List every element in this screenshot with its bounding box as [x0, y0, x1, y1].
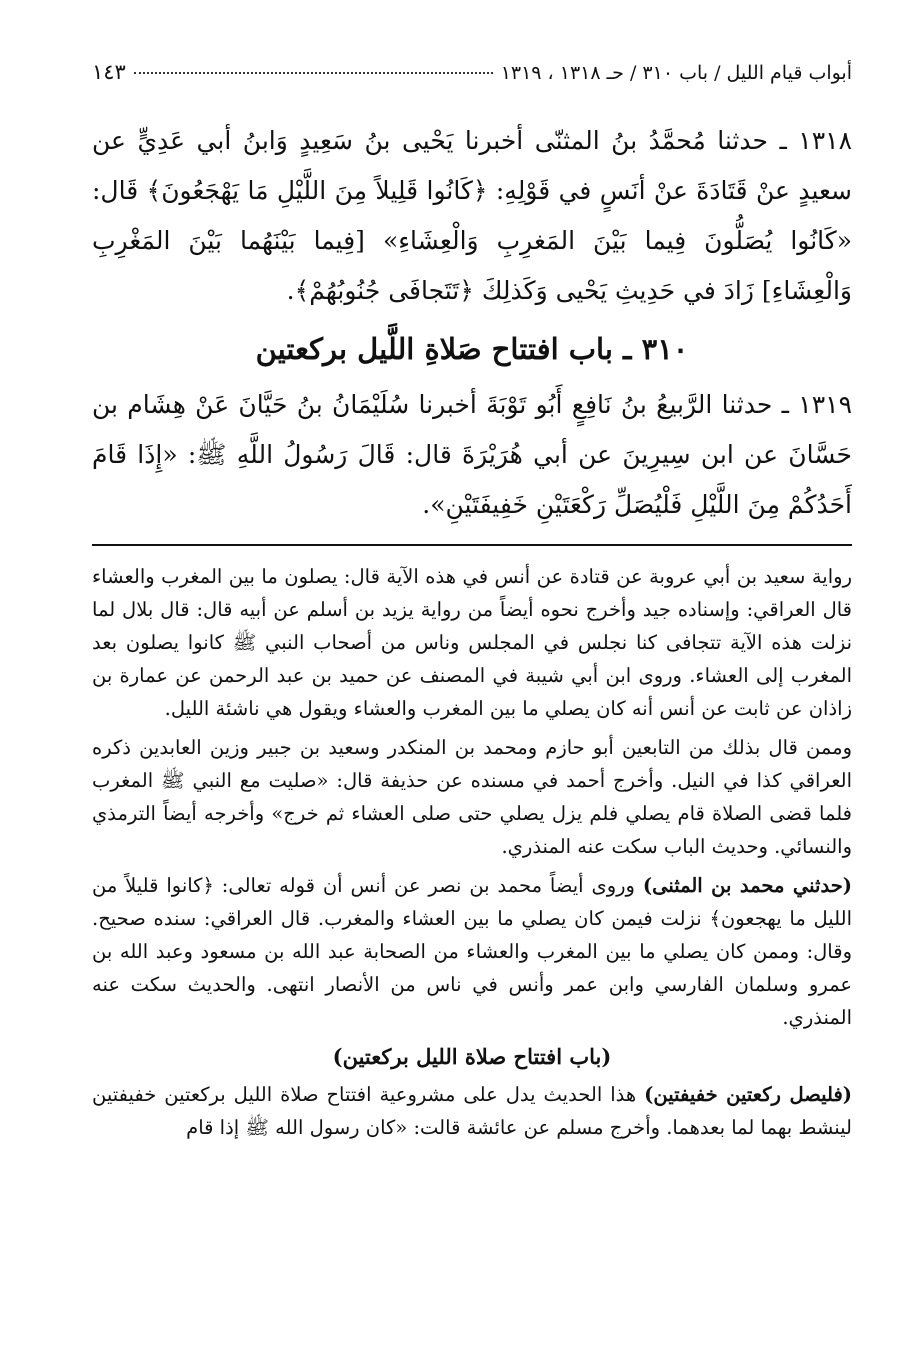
- chapter-heading: ٣١٠ ـ باب افتتاح صَلاةِ اللَّيل بركعتين: [255, 332, 689, 366]
- hadith-1318: ١٣١٨ ـ حدثنا مُحمَّدُ بنُ المثنّى أخبرنا يَحْيى بنُ سَعِيدٍ وَابنُ أبي عَدِيٍّ عن سعيدٍ عنْ قَتَادَةَ عنْ أنَسٍ في قَوْلِهِ: ﴿كَانُوا قَلِيلاً مِنَ اللَّيْلِ مَا يَهْجَعُونَ﴾ قَال: «كَانُوا يُصَلُّونَ فِيما بَيْنَ المَغرِبِ وَالْعِشَاءِ» [فِيما بَيْنَهُما بَيْنَ المَغْرِبِ وَالْعِشَاءِ] زَادَ في حَدِيثِ يَحْيى وَكَذلِكَ ﴿تَتَجافَى جُنُوبُهُمْ﴾.: [92, 126, 852, 305]
- commentary-lemma-4: (فليصل ركعتين خفيفتين): [644, 1083, 853, 1106]
- commentary-paragraph-1: رواية سعيد بن أبي عروبة عن قتادة عن أنس في هذه الآية قال: يصلون ما بين المغرب والعشاء قال العراقي: وإسناده جيد وأخرج نحوه أيضاً من رواية يزيد بن أسلم عن أبيه قال: قال بلال لما نزلت هذه الآية تتجافى كنا نجلس في المجلس وناس من أصحاب النبي ﷺ كانوا يصلون بعد المغرب إلى العشاء. وروى ابن أبي شيبة في المصنف عن حميد بن عبد الرحمن عن عمارة بن زاذان عن ثابت عن أنس أنه كان يصلي ما بين المغرب والعشاء ويقول هي ناشئة الليل.: [92, 565, 852, 720]
- commentary-text-4: هذا الحديث يدل على مشروعية افتتاح صلاة الليل بركعتين خفيفتين لينشط بهما لما بعدهما. وأخرج مسلم عن عائشة قالت: «كان رسول الله ﷺ إذا قام: [92, 1083, 852, 1139]
- book-page: [92, 60, 852, 1150]
- hadith-1319: ١٣١٩ ـ حدثنا الرَّبيعُ بنُ نَافِعٍ أَبُو تَوْبَةَ أخبرنا سُلَيْمَانُ بنُ حَيَّانَ عَنْ هِشَام بن حَسَّانَ عن ابن سِيرِينَ عن أبي هُرَيْرَةَ قال: قَالَ رَسُولُ اللَّهِ ﷺ: «إِذَا قَامَ أَحَدُكُمْ مِنَ اللَّيْلِ فَلْيُصَلِّ رَكْعَتَيْنِ خَفِيفَتَيْنِ».: [92, 390, 852, 519]
- page-number: ١٤٣: [92, 60, 126, 84]
- commentary-paragraph-2: وممن قال بذلك من التابعين أبو حازم ومحمد بن المنكدر وسعيد بن جبير وزين العابدين ذكره العراقي كذا في النيل. وأخرج أحمد في مسنده عن حذيفة قال: «صليت مع النبي ﷺ المغرب فلما قضى الصلاة قام يصلي فلم يزل يصلي حتى صلى العشاء ثم خرج» وأخرجه أيضاً الترمذي والنسائي. وحديث الباب سكت عنه المنذري.: [92, 736, 852, 858]
- commentary-lemma-3: (حدثني محمد بن المثنى): [642, 874, 852, 897]
- commentary-paragraph-3: [92, 869, 852, 1034]
- page-header: [92, 60, 852, 100]
- footnote-divider: [92, 544, 852, 546]
- commentary-paragraph-4: [92, 1078, 852, 1144]
- commentary-text-3: وروى أيضاً محمد بن نصر عن أنس أن قوله تعالى: ﴿كانوا قليلاً من الليل ما يهجعون﴾ نزلت فيمن كان يصلي ما بين العشاء والمغرب. قال العراقي: سنده صحيح. وقال: وممن كان يصلي ما بين المغرب والعشاء من الصحابة عبد الله بن مسعود وعبد الله بن عمرو وسلمان الفارسي وابن عمر وأنس في ناس من الأنصار انتهى. والحديث سكت عنه المنذري.: [92, 874, 852, 1029]
- commentary-chapter-heading: (باب افتتاح صلاة الليل بركعتين): [332, 1044, 612, 1069]
- running-title: أبواب قيام الليل / باب ٣١٠ / حـ ١٣١٨ ، ١٣١٩: [500, 62, 852, 84]
- header-dotted-leader: [134, 72, 493, 74]
